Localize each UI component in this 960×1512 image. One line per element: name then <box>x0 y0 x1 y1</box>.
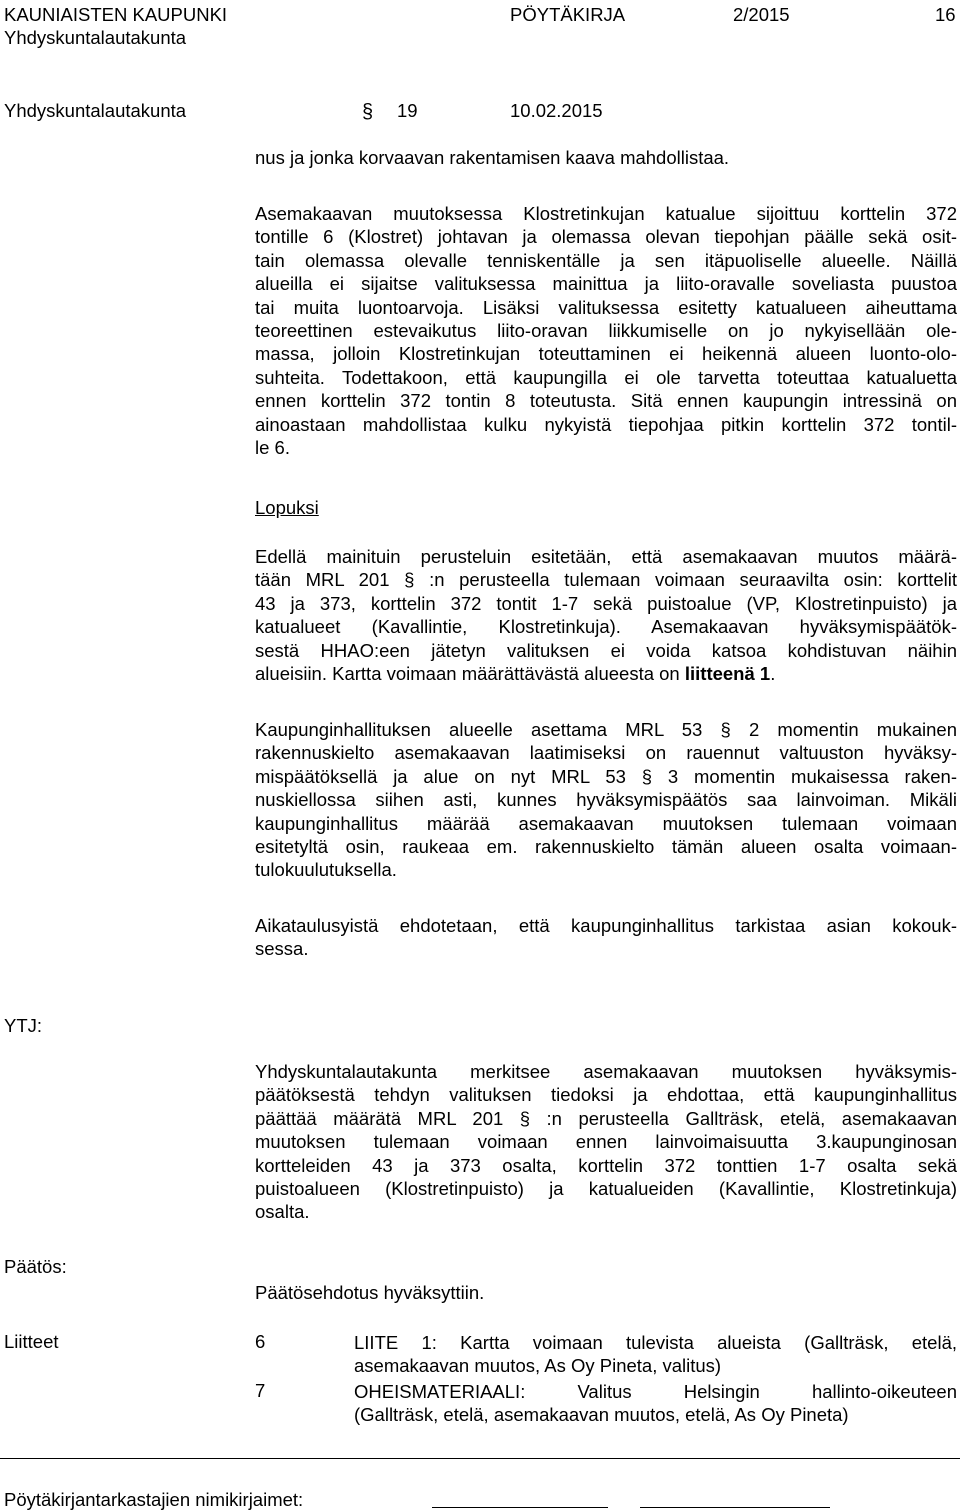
text-line: osalta. <box>255 1201 310 1223</box>
text-line: massa, jolloin Klostretinkujan toteuttaminen ei heikennä alueen luonto-olo- <box>255 343 957 365</box>
text-line: esitetyltä osin, raukeaa em. rakennuskielto tämän alueen osalta voimaan- <box>255 836 957 858</box>
signature-line <box>640 1507 830 1508</box>
text-line: suhteita. Todettakoon, että kaupungilla ei ole tarvetta toteuttaa katualuetta <box>255 366 957 388</box>
text-line: nuskiellossa siihen asti, kunnes hyväksymispäätös saa lainvoiman. Mikäli <box>255 789 957 811</box>
text-line <box>255 662 957 685</box>
city-name: KAUNIAISTEN KAUPUNKI <box>4 4 228 25</box>
text-line: tai muita luontoarvoja. Lisäksi valituksessa esitetty katualueen aiheuttama <box>255 296 957 318</box>
ytj-label: YTJ: <box>4 1015 43 1036</box>
text-line: tain olemassa olevalle tenniskentälle ja sen itäpuoliselle alueelle. Näillä <box>255 249 957 271</box>
ytj-proposal <box>255 1060 957 1224</box>
text-line: tontille 6 (Klostret) johtavan ja olemassa olevan tiepohjan päälle sekä osit- <box>255 226 957 248</box>
text-line: päätöksestä tehdyn valituksen tiedoksi ja ehdottaa, että kaupunginhallitus <box>255 1084 957 1106</box>
meeting-date: 10.02.2015 <box>510 100 603 121</box>
text-line: Kaupunginhallituksen alueelle asettama MRL 53 § 2 momentin mukainen <box>255 719 957 740</box>
section-symbol: § <box>362 101 374 123</box>
text-line: Aikataulusyistä ehdotetaan, että kaupunginhallitus tarkistaa asian kokouk- <box>255 915 957 936</box>
text-line: Asemakaavan muutoksessa Klostretinkujan katualue sijoittuu korttelin 372 <box>255 203 957 224</box>
committee-name: Yhdyskuntalautakunta <box>4 27 187 48</box>
paragraph-3 <box>255 718 957 882</box>
decision-text: Päätösehdotus hyväksyttiin. <box>255 1282 485 1303</box>
footer-divider <box>0 1458 960 1459</box>
text-line: Edellä mainituin perusteluin esitetään, että asemakaavan muutos määrä- <box>255 546 957 567</box>
text-line: LIITE 1: Kartta voimaan tulevista alueista (Gallträsk, etelä, <box>354 1332 957 1353</box>
text-line: tään MRL 201 § :n perusteella tulemaan voimaan seuraavilta osin: korttelit <box>255 569 957 591</box>
decision-label: Päätös: <box>4 1256 67 1277</box>
text-line: sestä HHAO:een jätetyn valituksen ei voida katsoa kohdistuvan näihin <box>255 639 957 661</box>
attachment-reference: liitteenä 1 <box>684 663 771 685</box>
text-line: teoreettinen estevaikutus liito-oravan liikkumiselle on jo nykyisellään ole- <box>255 320 957 342</box>
text-line: tulokuulutuksella. <box>255 859 397 881</box>
heading-lopuksi: Lopuksi <box>255 497 319 518</box>
text-line: päättää määrätä MRL 201 § :n perusteella Gallträsk, etelä, asemakaavan <box>255 1107 957 1129</box>
text-span: . <box>770 663 776 685</box>
text-line: (Gallträsk, etelä, asemakaavan muutos, etelä, As Oy Pineta) <box>354 1404 849 1426</box>
text-line: 43 ja 373, korttelin 372 tontit 1-7 sekä puistoalue (VP, Klostretinpuisto) ja <box>255 592 957 614</box>
text-line: mispäätöksellä ja alue on nyt MRL 53 § 3 momentin mukaisessa raken- <box>255 765 957 787</box>
text-line: kaupunginhallitus määrää asemakaavan muutoksen tulemaan voimaan <box>255 812 957 834</box>
attachment-number: 7 <box>255 1380 266 1401</box>
text-line: alueilla ei sijaitse valituksessa mainittua ja liito-oravalle soveliasta puustoa <box>255 273 957 295</box>
text-line: ennen korttelin 372 tontin 8 toteutusta. Sitä ennen kaupungin intressinä on <box>255 390 957 412</box>
text-line: sessa. <box>255 938 309 960</box>
text-line: asemakaavan muutos, As Oy Pineta, valitus) <box>354 1355 722 1377</box>
attachment-description <box>354 1331 957 1378</box>
text-line: le 6. <box>255 437 290 459</box>
signature-label: Pöytäkirjantarkastajien nimikirjaimet: <box>4 1489 304 1510</box>
text-line: puistoalueen (Klostretinpuisto) ja katualueiden (Kavallintie, Klostretinkuja) <box>255 1178 957 1200</box>
document-number: 2/2015 <box>733 4 790 25</box>
attachment-number: 6 <box>255 1331 266 1352</box>
text-line: muutoksen tulemaan voimaan ennen lainvoimaisuutta 3.kaupunginosan <box>255 1131 957 1153</box>
section-number: 19 <box>397 100 418 121</box>
attachments-label: Liitteet <box>4 1331 59 1352</box>
intro-line <box>255 146 957 169</box>
text-line: nus ja jonka korvaavan rakentamisen kaava mahdollistaa. <box>255 147 730 168</box>
text-line: Yhdyskuntalautakunta merkitsee asemakaavan muutoksen hyväksymis- <box>255 1061 957 1082</box>
page-number: 16 <box>935 4 956 25</box>
paragraph-4 <box>255 914 957 961</box>
paragraph-2 <box>255 545 957 685</box>
text-line: katualueet (Kavallintie, Klostretinkuja). Asemakaavan hyväksymispäätök- <box>255 616 957 638</box>
paragraph-1 <box>255 202 957 459</box>
text-line: OHEISMATERIAALI: Valitus Helsingin hallinto-oikeuteen <box>354 1381 957 1402</box>
text-span: alueisiin. Kartta voimaan määrättävästä alueesta on <box>255 663 685 685</box>
attachment-description <box>354 1380 957 1427</box>
text-line: kortteleiden 43 ja 373 osalta, korttelin 372 tonttien 1-7 osalta sekä <box>255 1154 957 1176</box>
signature-line <box>432 1507 608 1508</box>
section-committee: Yhdyskuntalautakunta <box>4 100 187 121</box>
text-line: rakennuskielto asemakaavan laatimiseksi on rauennut valtuuston hyväksy- <box>255 742 957 764</box>
text-line: ainoastaan mahdollistaa kulku nykyistä tiepohjaa pitkin korttelin 372 tontil- <box>255 413 957 435</box>
document-type: PÖYTÄKIRJA <box>510 4 626 25</box>
